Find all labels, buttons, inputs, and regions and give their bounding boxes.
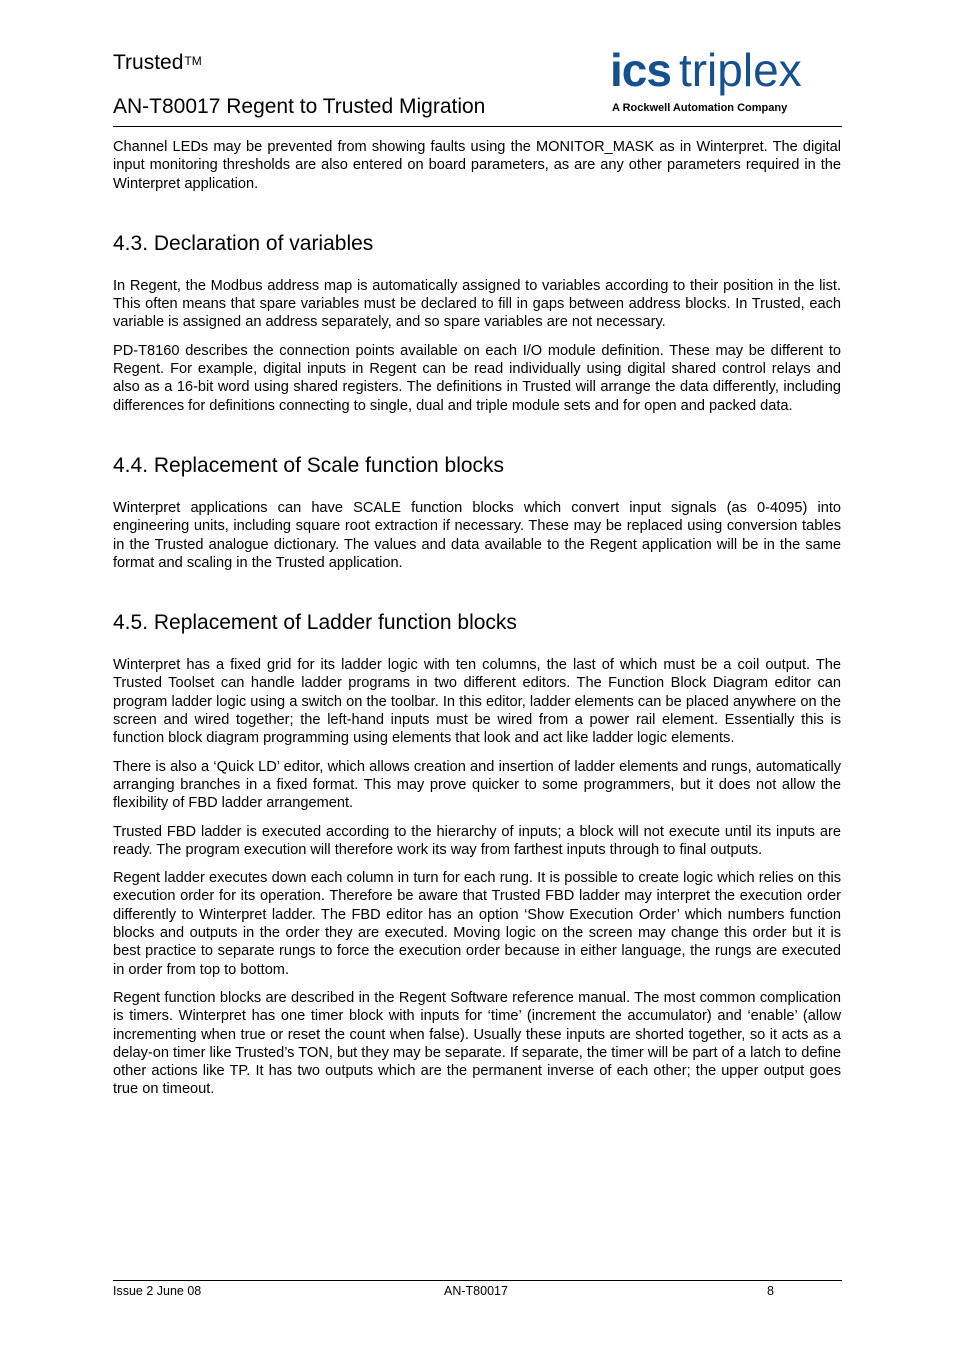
footer-divider: [113, 1280, 842, 1281]
page-content: [113, 138, 841, 1109]
section-4-4-paragraph-1: Winterpret applications can have SCALE function blocks which convert input signals (as 0-4095) into engineering units, including square root extraction if necessary. These may be replaced using conversion tables in the Trusted analogue dictionary. The values and data available to the Regent application will be in the same format and scaling in the Trusted application.: [113, 499, 841, 571]
section-4-3-paragraph-2: PD-T8160 describes the connection points available on each I/O module definition. These may be different to Regent. For example, digital inputs in Regent can be read individually using digital shared control relays and also as a 16-bit word using shared registers. The definitions in Trusted will arrange the data differently, including differences for definitions connecting to single, dual and triple module sets and for open and packed data.: [113, 342, 841, 414]
footer-issue: Issue 2 June 08: [113, 1284, 202, 1298]
section-4-5-paragraph-5: Regent function blocks are described in the Regent Software reference manual. The most common complication is timers. Winterpret has one timer block with inputs for ‘time’ (increment the accumulator) and ‘enable’ (allow incrementing when true or reset the count when false). Usually these inputs are shorted together, so it acts as a delay-on timer like Trusted’s TON, but they may be separate. If separate, the timer will be part of a latch to define other actions like TP. It has two outputs which are the permanent inverse of each other; the upper output goes true on timeout.: [113, 989, 841, 1098]
section-heading-4-4: 4.4. Replacement of Scale function blocks: [113, 453, 505, 477]
logo-ics: ics: [610, 44, 671, 96]
footer-doc-id: AN-T80017: [444, 1284, 508, 1298]
section-heading-4-5: 4.5. Replacement of Ladder function blocks: [113, 611, 517, 635]
section-4-5-paragraph-4: Regent ladder executes down each column in turn for each rung. It is possible to create logic which relies on this execution order for its operation. Therefore be aware that Trusted FBD ladder may interpret the execution order differently to Winterpret ladder. The FBD editor has an option ‘Show Execution Order’ which numbers function blocks and outputs in the order they are executed. Moving logic on the screen may change this order but it is best practice to separate rungs to force the execution order because in either language, the rungs are executed in order from top to bottom.: [113, 870, 841, 978]
section-4-5-paragraph-1: Winterpret has a fixed grid for its ladder logic with ten columns, the last of which must be a coil output. The Trusted Toolset can handle ladder programs in two different editors. The Function Block Diagram editor can program ladder logic using a switch on the toolbar. In this editor, ladder elements can be placed anywhere on the screen and wired together; the left-hand inputs must be wired from a power rail element. Essentially this is function block diagram programming using elements that look and act like ladder logic elements.: [113, 657, 841, 747]
section-4-5-paragraph-2: There is also a ‘Quick LD’ editor, which allows creation and insertion of ladder elements and rungs, automatically arranging branches in a fixed format. This may prove quicker to some programmers, but it does not allow the flexibility of FBD ladder arrangement.: [113, 758, 841, 812]
logo-wordmark: [610, 46, 802, 94]
section-4-3-paragraph-1: In Regent, the Modbus address map is automatically assigned to variables according to their position in the list. This often means that spare variables must be declared to fill in gaps between address blocks. In Trusted, each variable is assigned an address separately, and so spare variables are not necessary.: [113, 277, 841, 331]
header-divider: [113, 126, 842, 127]
trademark-sup: TM: [184, 54, 202, 68]
company-logo: [610, 46, 842, 122]
doc-title: AN-T80017 Regent to Trusted Migration: [113, 95, 486, 118]
intro-paragraph: Channel LEDs may be prevented from showing faults using the MONITOR_MASK as in Winterpret. The digital input monitoring thresholds are also entered on board parameters, as are any other parameters required in the Winterpret application.: [113, 139, 841, 192]
logo-triplex: triplex: [678, 44, 802, 96]
section-4-5-paragraph-3: Trusted FBD ladder is executed according to the hierarchy of inputs; a block will not execute until its inputs are ready. The program execution will therefore work its way from farthest inputs through to final outputs.: [113, 823, 841, 858]
section-heading-4-3: 4.3. Declaration of variables: [113, 231, 374, 255]
page-number: 8: [767, 1284, 774, 1298]
doc-brand: Trusted™: [113, 51, 202, 74]
header-left: [113, 48, 573, 122]
logo-tagline: A Rockwell Automation Company: [612, 102, 788, 114]
